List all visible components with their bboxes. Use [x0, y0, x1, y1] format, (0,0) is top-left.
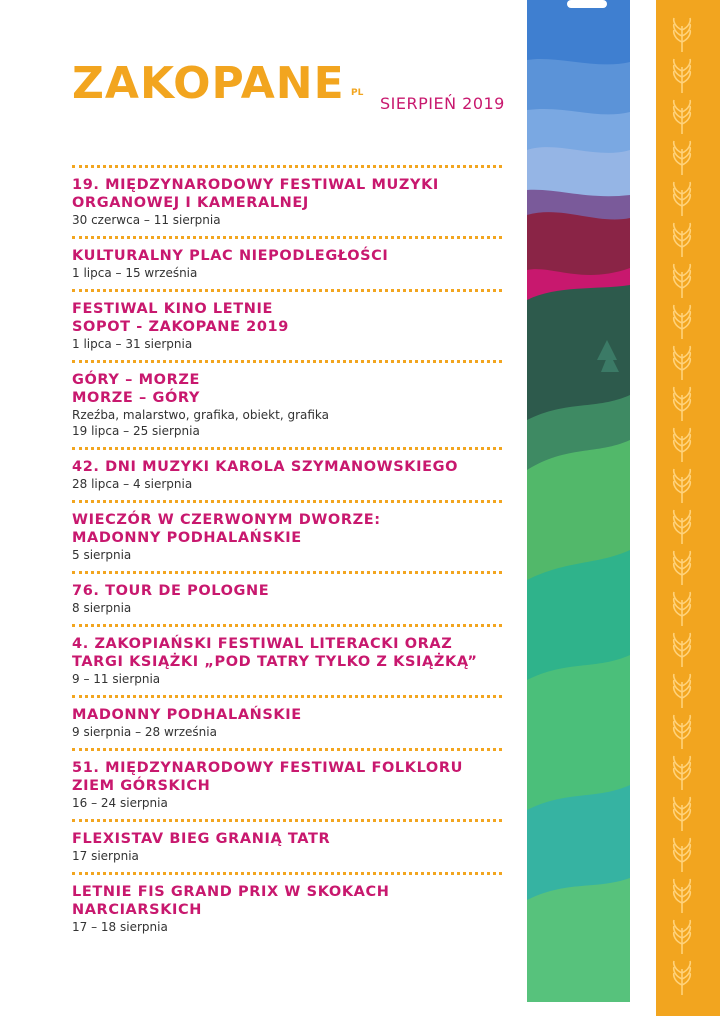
event-title: FLEXISTAV BIEG GRANIĄ TATR: [72, 831, 331, 847]
wheat-ear-icon: [674, 346, 690, 380]
event-item: [72, 872, 502, 941]
zakopane-logo: ZAKOPANE: [72, 58, 345, 109]
wheat-ear-icon-pattern: [656, 0, 720, 1016]
event-title: GÓRY – MORZE MORZE – GÓRY: [72, 372, 200, 406]
wheat-ear-icon: [674, 428, 690, 462]
event-date: 17 sierpnia: [72, 849, 139, 863]
event-title: 51. MIĘDZYNARODOWY FESTIWAL FOLKLORU ZIEM GÓRSKICH: [72, 760, 463, 794]
event-item: [72, 360, 502, 445]
event-date: 30 czerwca – 11 sierpnia: [72, 213, 221, 227]
wheat-ear-icon: [674, 223, 690, 257]
event-date: 5 sierpnia: [72, 548, 132, 562]
wheat-ear-icon: [674, 59, 690, 93]
wheat-ear-icon: [674, 469, 690, 503]
wheat-ear-icon: [674, 305, 690, 339]
ornament-strip: [656, 0, 720, 1016]
event-item: [72, 748, 502, 817]
event-date: 16 – 24 sierpnia: [72, 796, 168, 810]
wheat-ear-icon: [674, 510, 690, 544]
event-title: 4. ZAKOPIAŃSKI FESTIWAL LITERACKI ORAZ TARGI KSIĄŻKI „POD TATRY TYLKO Z KSIĄŻKĄ”: [72, 636, 478, 670]
event-item: [72, 289, 502, 358]
month-heading: SIERPIEŃ 2019: [380, 94, 505, 113]
event-item: [72, 571, 502, 622]
wheat-ear-icon: [674, 920, 690, 954]
event-date: 8 sierpnia: [72, 601, 132, 615]
event-item: [72, 500, 502, 569]
event-date: 9 – 11 sierpnia: [72, 672, 161, 686]
wheat-ear-icon: [674, 387, 690, 421]
event-item: [72, 624, 502, 693]
wheat-ear-icon: [674, 18, 690, 52]
event-title: WIECZÓR W CZERWONYM DWORZE: MADONNY PODHALAŃSKIE: [72, 512, 381, 546]
event-item: [72, 695, 502, 746]
wheat-ear-icon: [674, 674, 690, 708]
event-item: [72, 819, 502, 870]
wheat-ear-icon: [674, 182, 690, 216]
event-date: 19 lipca – 25 sierpnia: [72, 424, 200, 438]
events-list: [72, 165, 502, 943]
event-title: 19. MIĘDZYNARODOWY FESTIWAL MUZYKI ORGANOWEJ I KAMERALNEJ: [72, 177, 439, 211]
event-title: KULTURALNY PLAC NIEPODLEGŁOŚCI: [72, 248, 389, 264]
wheat-ear-icon: [674, 141, 690, 175]
mountain-landscape-illustration: [527, 0, 630, 1002]
wheat-ear-icon: [674, 756, 690, 790]
wheat-ear-icon: [674, 100, 690, 134]
wheat-ear-icon: [674, 879, 690, 913]
event-subtitle: Rzeźba, malarstwo, grafika, obiekt, grafika: [72, 408, 330, 422]
wheat-ear-icon: [674, 551, 690, 585]
wheat-ear-icon: [674, 797, 690, 831]
event-item: [72, 447, 502, 498]
event-title: 42. DNI MUZYKI KAROLA SZYMANOWSKIEGO: [72, 459, 459, 475]
event-title: 76. TOUR DE POLOGNE: [72, 583, 270, 599]
event-date: 1 lipca – 31 sierpnia: [72, 337, 193, 351]
event-title: LETNIE FIS GRAND PRIX W SKOKACH NARCIARSKICH: [72, 884, 390, 918]
event-item: [72, 165, 502, 234]
event-date: 17 – 18 sierpnia: [72, 920, 168, 934]
event-date: 28 lipca – 4 sierpnia: [72, 477, 193, 491]
event-title: MADONNY PODHALAŃSKIE: [72, 707, 302, 723]
event-date: 1 lipca – 15 września: [72, 266, 198, 280]
wheat-ear-icon: [674, 264, 690, 298]
wheat-ear-icon: [674, 715, 690, 749]
wheat-ear-icon: [674, 961, 690, 995]
wheat-ear-icon: [674, 633, 690, 667]
event-date: 9 sierpnia – 28 września: [72, 725, 217, 739]
event-title: FESTIWAL KINO LETNIE SOPOT - ZAKOPANE 2019: [72, 301, 289, 335]
wheat-ear-icon: [674, 838, 690, 872]
logo-suffix: PL: [351, 88, 364, 98]
event-item: [72, 236, 502, 287]
wheat-ear-icon: [674, 592, 690, 626]
